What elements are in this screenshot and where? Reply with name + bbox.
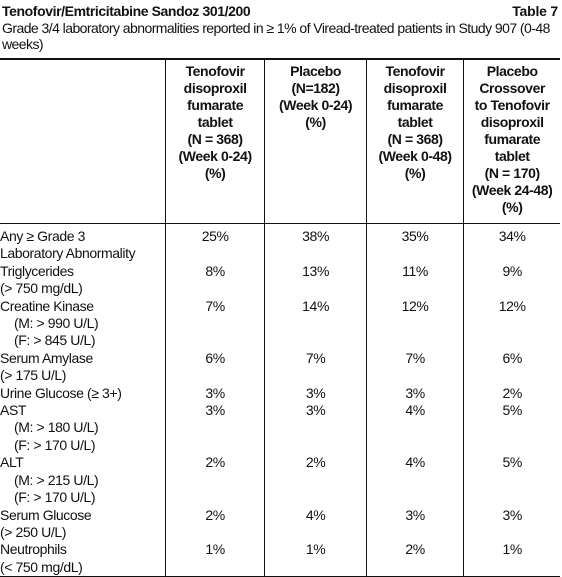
row-label: AST <box>0 402 27 419</box>
value-cell: 13% <box>265 263 366 298</box>
value-cell: 12% <box>366 298 464 350</box>
value-cell: 7% <box>265 350 366 385</box>
product-title: Tenofovir/Emtricitabine Sandoz 301/200 <box>2 3 251 19</box>
value-cell: 14% <box>265 298 366 350</box>
value-cell: 3% <box>165 385 265 402</box>
value-cell: 38% <box>265 224 366 263</box>
value-cell: 4% <box>366 402 464 454</box>
lab-abnormalities-table <box>0 58 560 577</box>
value-cell: 2% <box>464 385 560 402</box>
row-sublabel: (> 250 U/L) <box>0 523 67 540</box>
value-cell: 7% <box>165 298 265 350</box>
table-row <box>0 454 560 506</box>
value-cell: 2% <box>366 541 464 576</box>
row-label-cell <box>0 350 165 385</box>
value-cell: 3% <box>265 385 366 402</box>
value-cell: 3% <box>165 402 265 454</box>
value-cell: 1% <box>265 541 366 576</box>
value-cell: 3% <box>265 402 366 454</box>
row-label: Creatine Kinase <box>0 297 94 314</box>
row-label: Neutrophils <box>0 541 67 558</box>
row-label-cell <box>0 385 165 402</box>
table-label: Table 7 <box>512 3 558 19</box>
row-label: Triglycerides <box>0 262 74 279</box>
row-label-cell <box>0 263 165 298</box>
value-cell: 4% <box>265 507 366 542</box>
table-row <box>0 263 560 298</box>
row-sublabel: (M: > 215 U/L) <box>14 471 99 488</box>
value-cell: 6% <box>165 350 265 385</box>
value-cell: 12% <box>464 298 560 350</box>
row-label: Urine Glucose (≥ 3+) <box>0 384 122 401</box>
value-cell: 9% <box>464 263 560 298</box>
value-cell: 35% <box>366 224 464 263</box>
table-row <box>0 224 560 263</box>
value-cell: 3% <box>366 385 464 402</box>
row-label-cell <box>0 541 165 576</box>
value-cell: 1% <box>464 541 560 576</box>
row-label: Serum Amylase <box>0 349 93 366</box>
value-cell: 2% <box>165 507 265 542</box>
value-cell: 2% <box>165 454 265 506</box>
value-cell: 4% <box>366 454 464 506</box>
row-sublabel: (F: > 170 U/L) <box>14 436 96 453</box>
row-label-cell <box>0 454 165 506</box>
value-cell: 34% <box>464 224 560 263</box>
value-cell: 5% <box>464 402 560 454</box>
value-cell: 3% <box>464 507 560 542</box>
row-label-cell <box>0 298 165 350</box>
table-row <box>0 298 560 350</box>
row-sublabel: (< 750 mg/dL) <box>0 558 83 575</box>
row-label: Serum Glucose <box>0 506 92 523</box>
table-row <box>0 541 560 576</box>
value-cell: 25% <box>165 224 265 263</box>
column-header-placebo-crossover-week-24-48: Placebo Crossover to Tenofovir disoproxil fumarate tablet (N = 170) (Week 24-48) (%) <box>464 59 560 224</box>
value-cell: 11% <box>366 263 464 298</box>
table-body <box>0 224 560 577</box>
row-label-cell <box>0 507 165 542</box>
column-header-tdf-week-0-24: Tenofovir disoproxil fumarate tablet (N = 368) (Week 0-24) (%) <box>165 59 265 224</box>
value-cell: 8% <box>165 263 265 298</box>
value-cell: 3% <box>366 507 464 542</box>
column-header-placebo-week-0-24: Placebo (N=182) (Week 0-24) (%) <box>265 59 366 224</box>
table-row <box>0 385 560 402</box>
table-caption: Grade 3/4 laboratory abnormalities reported in ≥ 1% of Viread-treated patients in Study 907 (0-48 weeks) <box>2 20 550 52</box>
table-header-row <box>0 59 560 224</box>
column-header-empty <box>0 59 165 224</box>
row-label-cell <box>0 224 165 263</box>
row-label: ALT <box>0 454 24 471</box>
value-cell: 2% <box>265 454 366 506</box>
row-label-cell <box>0 402 165 454</box>
row-sublabel: (M: > 990 U/L) <box>14 315 99 332</box>
row-sublabel: (> 750 mg/dL) <box>0 280 83 297</box>
title-row <box>2 3 558 19</box>
value-cell: 6% <box>464 350 560 385</box>
row-sublabel: (> 175 U/L) <box>0 367 67 384</box>
table-row <box>0 507 560 542</box>
value-cell: 7% <box>366 350 464 385</box>
row-sublabel: (F: > 845 U/L) <box>14 332 96 349</box>
table-row <box>0 402 560 454</box>
column-header-tdf-week-0-48: Tenofovir disoproxil fumarate tablet (N = 368) (Week 0-48) (%) <box>366 59 464 224</box>
row-sublabel: (F: > 170 U/L) <box>14 489 96 506</box>
table-row <box>0 350 560 385</box>
row-sublabel: (M: > 180 U/L) <box>14 419 99 436</box>
value-cell: 1% <box>165 541 265 576</box>
value-cell: 5% <box>464 454 560 506</box>
row-sublabel: Laboratory Abnormality <box>0 245 136 262</box>
row-label: Any ≥ Grade 3 <box>0 228 85 244</box>
